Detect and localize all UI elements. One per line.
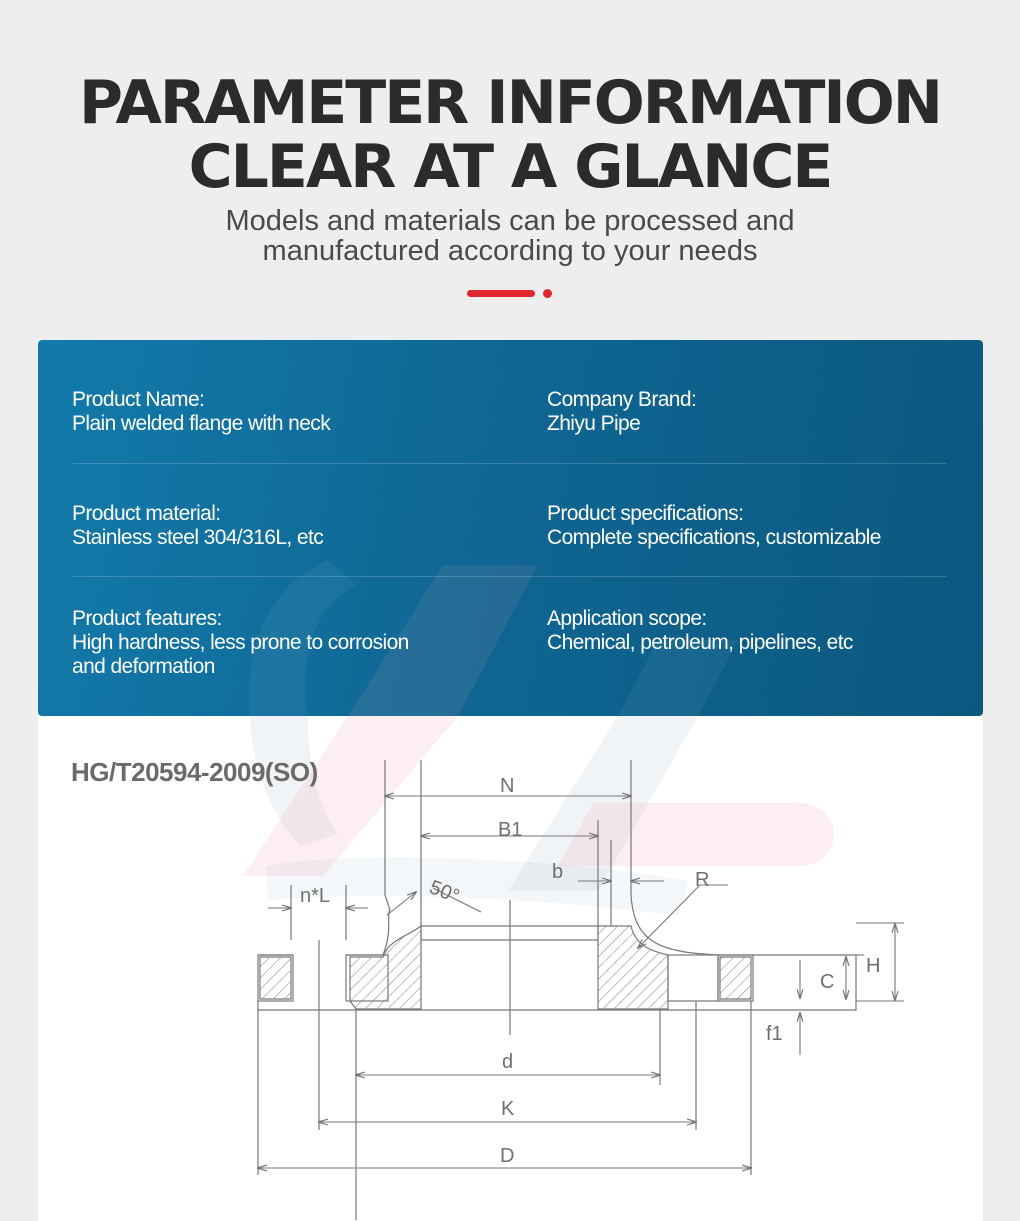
- label-N: N: [500, 775, 515, 797]
- param-value: Plain welded flange with neck: [72, 412, 331, 435]
- page-title-line-1: PARAMETER INFORMATION: [79, 68, 941, 138]
- param-label: Product features:: [72, 607, 222, 630]
- label-d: d: [502, 1051, 514, 1073]
- standard-code: HG/T20594-2009(SO): [71, 757, 318, 787]
- subtitle-line-1: Models and materials can be processed and: [225, 205, 795, 237]
- label-K: K: [501, 1098, 515, 1120]
- label-b: b: [552, 861, 564, 883]
- accent-bar: [467, 290, 535, 297]
- subtitle-line-2: manufactured according to your needs: [262, 235, 758, 267]
- parameter-card: [38, 340, 983, 1221]
- label-H: H: [866, 955, 881, 977]
- param-label: Product specifications:: [547, 502, 744, 525]
- param-value: Complete specifications, customizable: [547, 526, 881, 549]
- label-f1: f1: [766, 1023, 783, 1045]
- param-value: Stainless steel 304/316L, etc: [72, 526, 324, 549]
- label-C: C: [820, 971, 835, 993]
- accent-dot: [543, 289, 552, 298]
- param-value-continued: and deformation: [72, 655, 215, 678]
- label-angle: 50°: [426, 876, 463, 908]
- param-label: Company Brand:: [547, 388, 697, 411]
- param-value: Zhiyu Pipe: [547, 412, 641, 435]
- page-title-line-2: CLEAR AT A GLANCE: [188, 132, 832, 202]
- param-value: High hardness, less prone to corrosion: [72, 631, 409, 654]
- param-label: Application scope:: [547, 607, 707, 630]
- label-R: R: [695, 869, 710, 891]
- label-B1: B1: [498, 819, 523, 841]
- param-value: Chemical, petroleum, pipelines, etc: [547, 631, 853, 654]
- flange-technical-drawing: [38, 340, 983, 1221]
- param-label: Product material:: [72, 502, 221, 525]
- param-label: Product Name:: [72, 388, 205, 411]
- label-D: D: [500, 1145, 515, 1167]
- label-nL: n*L: [300, 885, 331, 907]
